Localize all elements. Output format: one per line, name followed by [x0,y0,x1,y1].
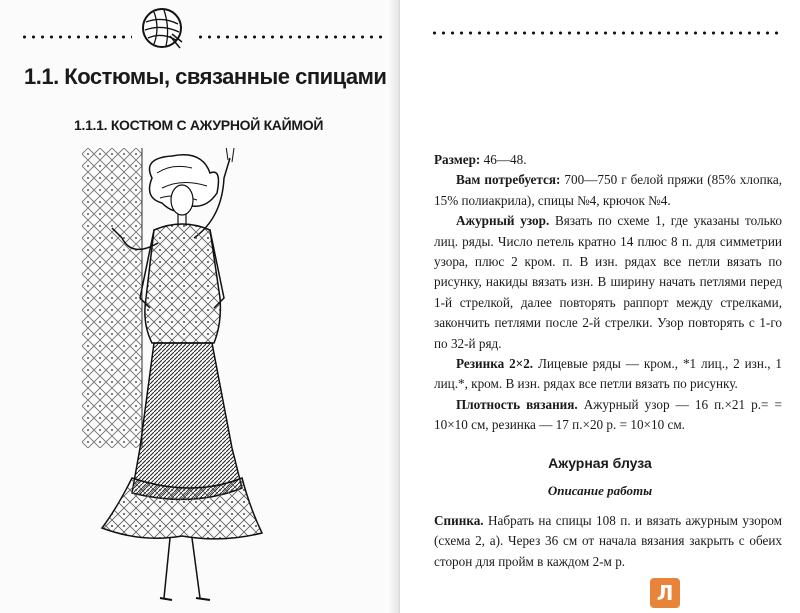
chapter-title: 1.1. Костюмы, связанные спицами [24,64,387,89]
lace-pattern-paragraph: Ажурный узор. Вязать по схеме 1, где указаны только лиц. ряды. Число петель кратно 14 плюс 8 п. для симметрии узора, плюс 2 кром. п. В изн. рядах все петли вязать по рисунку, накиды вязать изн. В ширину начать петлями перед 1-й стрелкой, далее повторять раппорт между стрелками, закончить петлями после 2-й стрелки. Узор повторять с 1-го по 32-й ряд. [434,213,782,351]
yarn-ball-icon [140,6,184,50]
work-description-heading: Описание работы [547,483,653,498]
section-title: 1.1.1. КОСТЮМ С АЖУРНОЙ КАЙМОЙ [74,117,324,133]
dotted-rule-left-2 [196,34,392,40]
knitted-suit-illustration-icon [82,148,306,603]
back-paragraph: Спинка. Набрать на спицы 108 п. и вязать ажурным узором (схема 2, а). Через 36 см от начала вязания закрыть с обеих сторон для пройм в каждом 2-м р. [434,513,782,569]
size-line: Размер: 46—48. [434,152,527,167]
rib-pattern-paragraph: Резинка 2×2. Лицевые ряды — кром., *1 лиц., 2 изн., 1 лиц.*, кром. В изн. рядах все петли вязать по рисунку. [434,356,782,392]
watermark-logo-icon: Л [650,578,680,608]
pattern-instructions [434,150,782,436]
gauge-paragraph: Плотность вязания. Ажурный узор — 16 п.×21 р.= = 10×10 см, резинка — 17 п.×20 р. = 10×10 см. [434,396,782,433]
materials-line: Вам потребуется: 700—750 г белой пряжи (85% хлопка, 15% полиакрила), спицы №4, крючок №4. [434,172,782,208]
blouse-heading: Ажурная блуза [548,455,652,471]
right-page [400,0,800,613]
dotted-rule-left [20,34,132,40]
work-instructions [434,511,782,572]
dotted-rule-right [430,30,780,36]
